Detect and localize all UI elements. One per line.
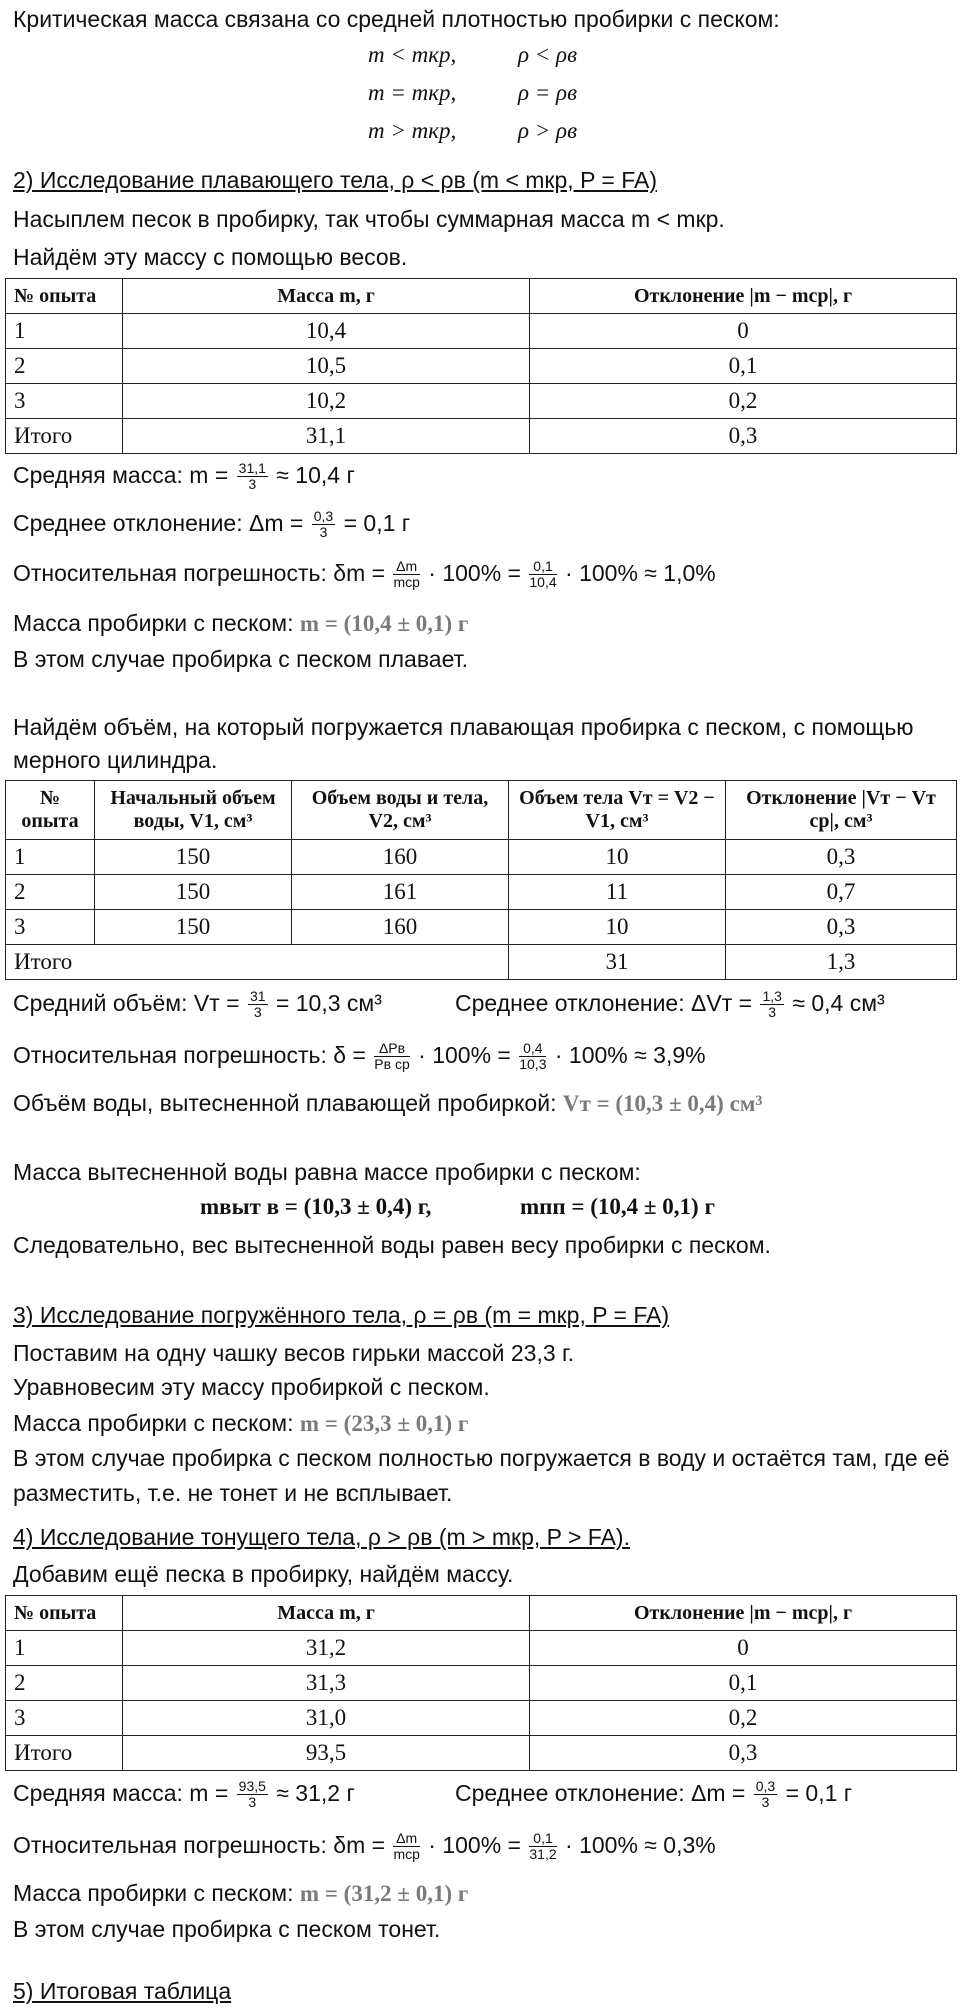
col-header-total-volume: Объем воды и тела, V2, см³ — [292, 781, 509, 840]
relation-2-density: ρ = ρв — [518, 80, 578, 105]
table-header-row — [6, 1596, 957, 1631]
table-row — [6, 840, 957, 875]
cell: 0,1 — [530, 1666, 957, 1701]
col-header-body-volume: Объем тела Vт = V2 − V1, см³ — [509, 781, 726, 840]
volume-rel-error-line: Относительная погрешность: δ = $\frac{\text{ΔPв}}{\text{Pв ср}}$ · 100% = $\frac{0,4}{10,3}$ · 100% ≈ 3,9% — [13, 1040, 706, 1073]
col-header-deviation: Отклонение |m − mср|, г — [530, 1596, 957, 1631]
table-header-row — [6, 781, 957, 840]
section-3-heading: 3) Исследование погружённого тела, ρ = ρв (m = mкр, P = FA) — [13, 1302, 670, 1328]
mass-table-floating — [5, 278, 957, 454]
section-3-conclusion-2: разместить, т.е. не тонет и не всплывает. — [13, 1480, 453, 1506]
relation-3-density: ρ > ρв — [518, 118, 578, 143]
table-row-total — [6, 945, 957, 980]
equality-displaced: mвыт в = (10,3 ± 0,4) г, — [200, 1194, 432, 1219]
table-row-total — [6, 419, 957, 454]
col-header-deviation: Отклонение |Vт − Vт ср|, см³ — [726, 781, 957, 840]
table-row — [6, 1631, 957, 1666]
col-header-experiment: № опыта — [6, 781, 95, 840]
cell: 1 — [6, 840, 95, 875]
cell: 2 — [6, 1666, 123, 1701]
cell: 0 — [530, 1631, 957, 1666]
cell: 2 — [6, 875, 95, 910]
equality-paragraph: Масса вытесненной воды равна массе пробирки с песком: — [13, 1159, 641, 1185]
volume-paragraph-2: мерного цилиндра. — [13, 747, 218, 773]
cell: 11 — [509, 875, 726, 910]
cell: 3 — [6, 1701, 123, 1736]
cell: 10 — [509, 910, 726, 945]
section-4-p1: Добавим ещё песка в пробирку, найдём массу. — [13, 1561, 514, 1587]
equality-conclusion: Следовательно, вес вытесненной воды равен весу пробирки с песком. — [13, 1232, 771, 1258]
avg-mass-result: ≈ 10,4 г — [276, 462, 355, 488]
cell: 2 — [6, 349, 123, 384]
section-3-p2: Уравновесим эту массу пробиркой с песком. — [13, 1374, 490, 1400]
col-header-mass: Масса m, г — [123, 279, 530, 314]
cell: Итого — [6, 419, 123, 454]
relation-2-mass: m = mкр, — [368, 80, 457, 105]
cell: 0,3 — [530, 1736, 957, 1771]
cell: 93,5 — [123, 1736, 530, 1771]
table-row — [6, 314, 957, 349]
mass-table-sinking — [5, 1595, 957, 1771]
cell: 150 — [95, 875, 292, 910]
col-header-deviation: Отклонение |m − mср|, г — [530, 279, 957, 314]
avg-volume-dev-line: Среднее отклонение: ΔVт = $\frac{1,3}{3}$ ≈ 0,4 см³ — [455, 988, 885, 1021]
cell: 10,2 — [123, 384, 530, 419]
cell: 3 — [6, 910, 95, 945]
mass-result-line: Масса пробирки с песком: m = (10,4 ± 0,1) г — [13, 610, 469, 636]
cell: 0 — [530, 314, 957, 349]
cell: 0,3 — [530, 419, 957, 454]
s4-mass-result-line: Масса пробирки с песком: m = (31,2 ± 0,1) г — [13, 1880, 469, 1906]
avg-volume-line: Средний объём: Vт = $\frac{31}{3}$ = 10,3 см³ — [13, 988, 382, 1021]
avg-mass-label: Средняя масса: m = — [13, 462, 229, 488]
cell: 150 — [95, 910, 292, 945]
avg-dev-line: Среднее отклонение: Δm = $\frac{0,3}{3}$ = 0,1 г — [13, 508, 411, 541]
volume-paragraph-1: Найдём объём, на который погружается плавающая пробирка с песком, с помощью — [13, 714, 914, 740]
cell: 3 — [6, 384, 123, 419]
cell: 31,0 — [123, 1701, 530, 1736]
section-3-mass-line: Масса пробирки с песком: m = (23,3 ± 0,1) г — [13, 1410, 469, 1436]
cell: 31 — [509, 945, 726, 980]
section-5-heading: 5) Итоговая таблица — [13, 1978, 232, 2004]
table-row — [6, 875, 957, 910]
s4-mass-result-value: m = (31,2 ± 0,1) г — [299, 1881, 469, 1906]
relation-3-mass: m > mкр, — [368, 118, 457, 143]
col-header-mass: Масса m, г — [123, 1596, 530, 1631]
cell: 1,3 — [726, 945, 957, 980]
equality-tube: mпп = (10,4 ± 0,1) г — [520, 1194, 715, 1219]
cell: 31,2 — [123, 1631, 530, 1666]
cell: 0,3 — [726, 910, 957, 945]
relation-1-density: ρ < ρв — [518, 42, 578, 67]
displaced-water-line: Объём воды, вытесненной плавающей пробиркой: Vт = (10,3 ± 0,4) см³ — [13, 1090, 763, 1116]
floating-conclusion: В этом случае пробирка с песком плавает. — [13, 646, 468, 672]
cell: 31,3 — [123, 1666, 530, 1701]
s4-avg-mass-line: Средняя масса: m = $\frac{93,5}{3}$ ≈ 31,2 г — [13, 1778, 355, 1811]
relation-1-mass: m < mкр, — [368, 42, 457, 67]
s4-rel-error-line: Относительная погрешность: δm = $\frac{\Delta m}{\text{mср}}$ · 100% = $\frac{0,1}{31,2}$ · 100% ≈ 0,3% — [13, 1830, 716, 1863]
cell: Итого — [6, 945, 509, 980]
col-header-experiment: № опыта — [6, 1596, 123, 1631]
avg-mass-line — [13, 460, 355, 492]
cell: 10,5 — [123, 349, 530, 384]
cell: 161 — [292, 875, 509, 910]
section-3-mass-value: m = (23,3 ± 0,1) г — [299, 1411, 469, 1436]
cell: 1 — [6, 314, 123, 349]
cell: 160 — [292, 910, 509, 945]
section-3-p1: Поставим на одну чашку весов гирьки массой 23,3 г. — [13, 1340, 575, 1366]
cell: 1 — [6, 1631, 123, 1666]
cell: 10 — [509, 840, 726, 875]
avg-mass-fraction: $\frac{31,1}{3}$ — [238, 460, 266, 493]
cell: 31,1 — [123, 419, 530, 454]
volume-table — [5, 780, 957, 980]
section-2-p1: Насыплем песок в пробирку, так чтобы суммарная масса m < mкр. — [13, 206, 725, 232]
section-4-heading: 4) Исследование тонущего тела, ρ > ρв (m > mкр, P > FA). — [13, 1524, 630, 1550]
table-row — [6, 1701, 957, 1736]
table-row — [6, 910, 957, 945]
cell: 0,7 — [726, 875, 957, 910]
section-3-conclusion-1: В этом случае пробирка с песком полностью погружается в воду и остаётся там, где её — [13, 1445, 950, 1471]
cell: 10,4 — [123, 314, 530, 349]
section-2-p2: Найдём эту массу с помощью весов. — [13, 244, 408, 270]
intro-text: Критическая масса связана со средней плотностью пробирки с песком: — [13, 6, 780, 32]
table-header-row — [6, 279, 957, 314]
cell: Итого — [6, 1736, 123, 1771]
section-2-heading: 2) Исследование плавающего тела, ρ < ρв (m < mкр, P = FA) — [13, 167, 657, 193]
cell: 0,3 — [726, 840, 957, 875]
cell: 0,2 — [530, 1701, 957, 1736]
table-row-total — [6, 1736, 957, 1771]
cell: 150 — [95, 840, 292, 875]
s4-avg-dev-line: Среднее отклонение: Δm = $\frac{0,3}{3}$ = 0,1 г — [455, 1778, 853, 1811]
table-row — [6, 1666, 957, 1701]
avg-dev-fraction: $\frac{0,3}{3}$ — [313, 508, 334, 541]
table-row — [6, 349, 957, 384]
cell: 0,1 — [530, 349, 957, 384]
cell: 160 — [292, 840, 509, 875]
table-row — [6, 384, 957, 419]
rel-error-line: Относительная погрешность: δm = $\frac{\Delta m}{\text{mср}}$ · 100% = $\frac{0,1}{10,4}$ · 100% ≈ 1,0% — [13, 558, 716, 591]
mass-result-value: m = (10,4 ± 0,1) г — [299, 611, 469, 636]
col-header-initial-volume: Начальный объем воды, V1, см³ — [95, 781, 292, 840]
cell: 0,2 — [530, 384, 957, 419]
displaced-water-value: Vт = (10,3 ± 0,4) см³ — [562, 1091, 763, 1116]
sinking-conclusion: В этом случае пробирка с песком тонет. — [13, 1916, 441, 1942]
col-header-experiment: № опыта — [6, 279, 123, 314]
